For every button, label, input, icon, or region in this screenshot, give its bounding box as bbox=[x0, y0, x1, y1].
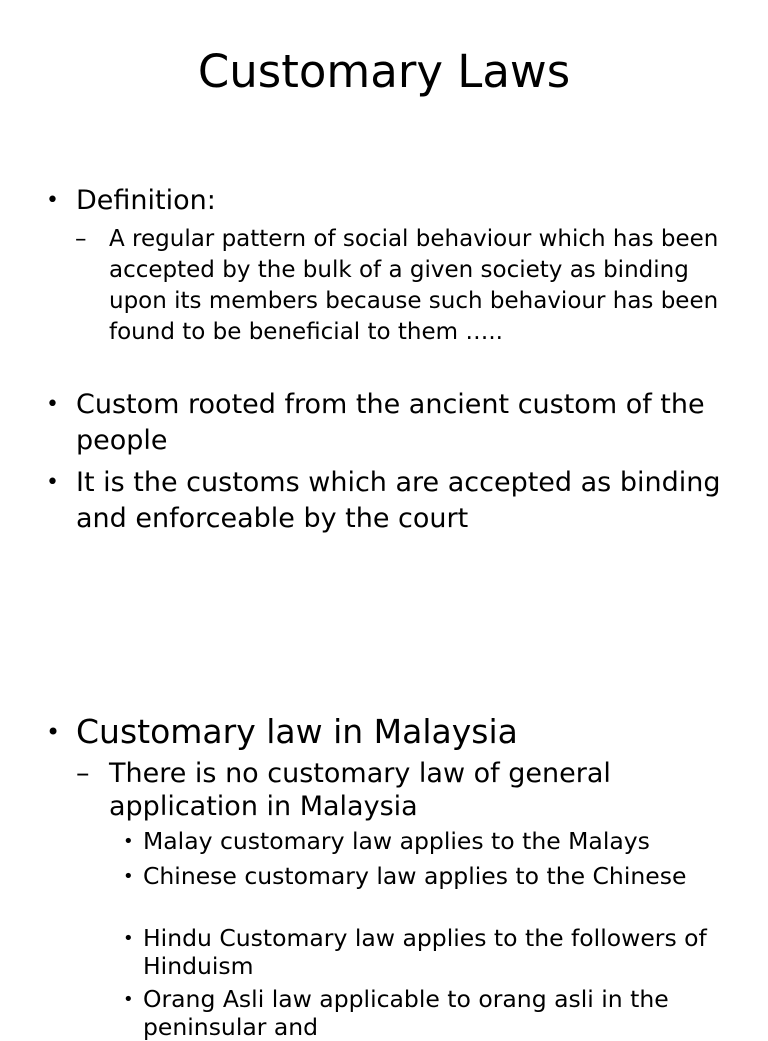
bullet-marker: • bbox=[123, 866, 134, 887]
definition-text: A regular pattern of social behaviour which has been accepted by the bulk of a given society as binding upon its members because such behaviour has been found to be beneficial to them ….. bbox=[109, 226, 719, 345]
list-item bbox=[123, 862, 743, 891]
bullet-customs-accepted bbox=[46, 465, 746, 537]
bullet-customary-law-malaysia bbox=[46, 712, 746, 752]
bullet-marker: • bbox=[46, 188, 59, 213]
bullet-marker: • bbox=[46, 392, 59, 417]
dash-marker: – bbox=[76, 758, 90, 789]
bullet-custom-rooted bbox=[46, 387, 746, 459]
bullet-marker: • bbox=[123, 928, 134, 949]
definition-text-item bbox=[75, 224, 749, 348]
slide-title: Customary Laws bbox=[197, 45, 571, 98]
no-general-law-text: There is no customary law of general application in Malaysia bbox=[109, 758, 611, 822]
bullet-marker: • bbox=[123, 831, 134, 852]
malay-law-text: Malay customary law applies to the Malays bbox=[143, 827, 650, 855]
hindu-law-text: Hindu Customary law applies to the followers of Hinduism bbox=[143, 924, 707, 980]
dash-marker: – bbox=[75, 226, 87, 252]
custom-rooted-text: Custom rooted from the ancient custom of the people bbox=[76, 389, 705, 456]
definition-label: Definition: bbox=[76, 185, 216, 216]
orang-asli-law-text: Orang Asli law applicable to orang asli in the peninsular and bbox=[143, 985, 669, 1041]
bullet-marker: • bbox=[46, 718, 61, 746]
customs-accepted-text: It is the customs which are accepted as binding and enforceable by the court bbox=[76, 467, 721, 534]
list-item bbox=[123, 827, 743, 856]
bullet-marker: • bbox=[46, 470, 59, 495]
list-item bbox=[123, 985, 743, 1041]
bullet-marker: • bbox=[123, 989, 134, 1010]
customary-law-malaysia-heading: Customary law in Malaysia bbox=[76, 712, 518, 751]
list-item bbox=[123, 924, 743, 980]
chinese-law-text: Chinese customary law applies to the Chinese bbox=[143, 862, 687, 890]
bullet-definition bbox=[46, 183, 746, 219]
subheading-item bbox=[76, 757, 749, 823]
